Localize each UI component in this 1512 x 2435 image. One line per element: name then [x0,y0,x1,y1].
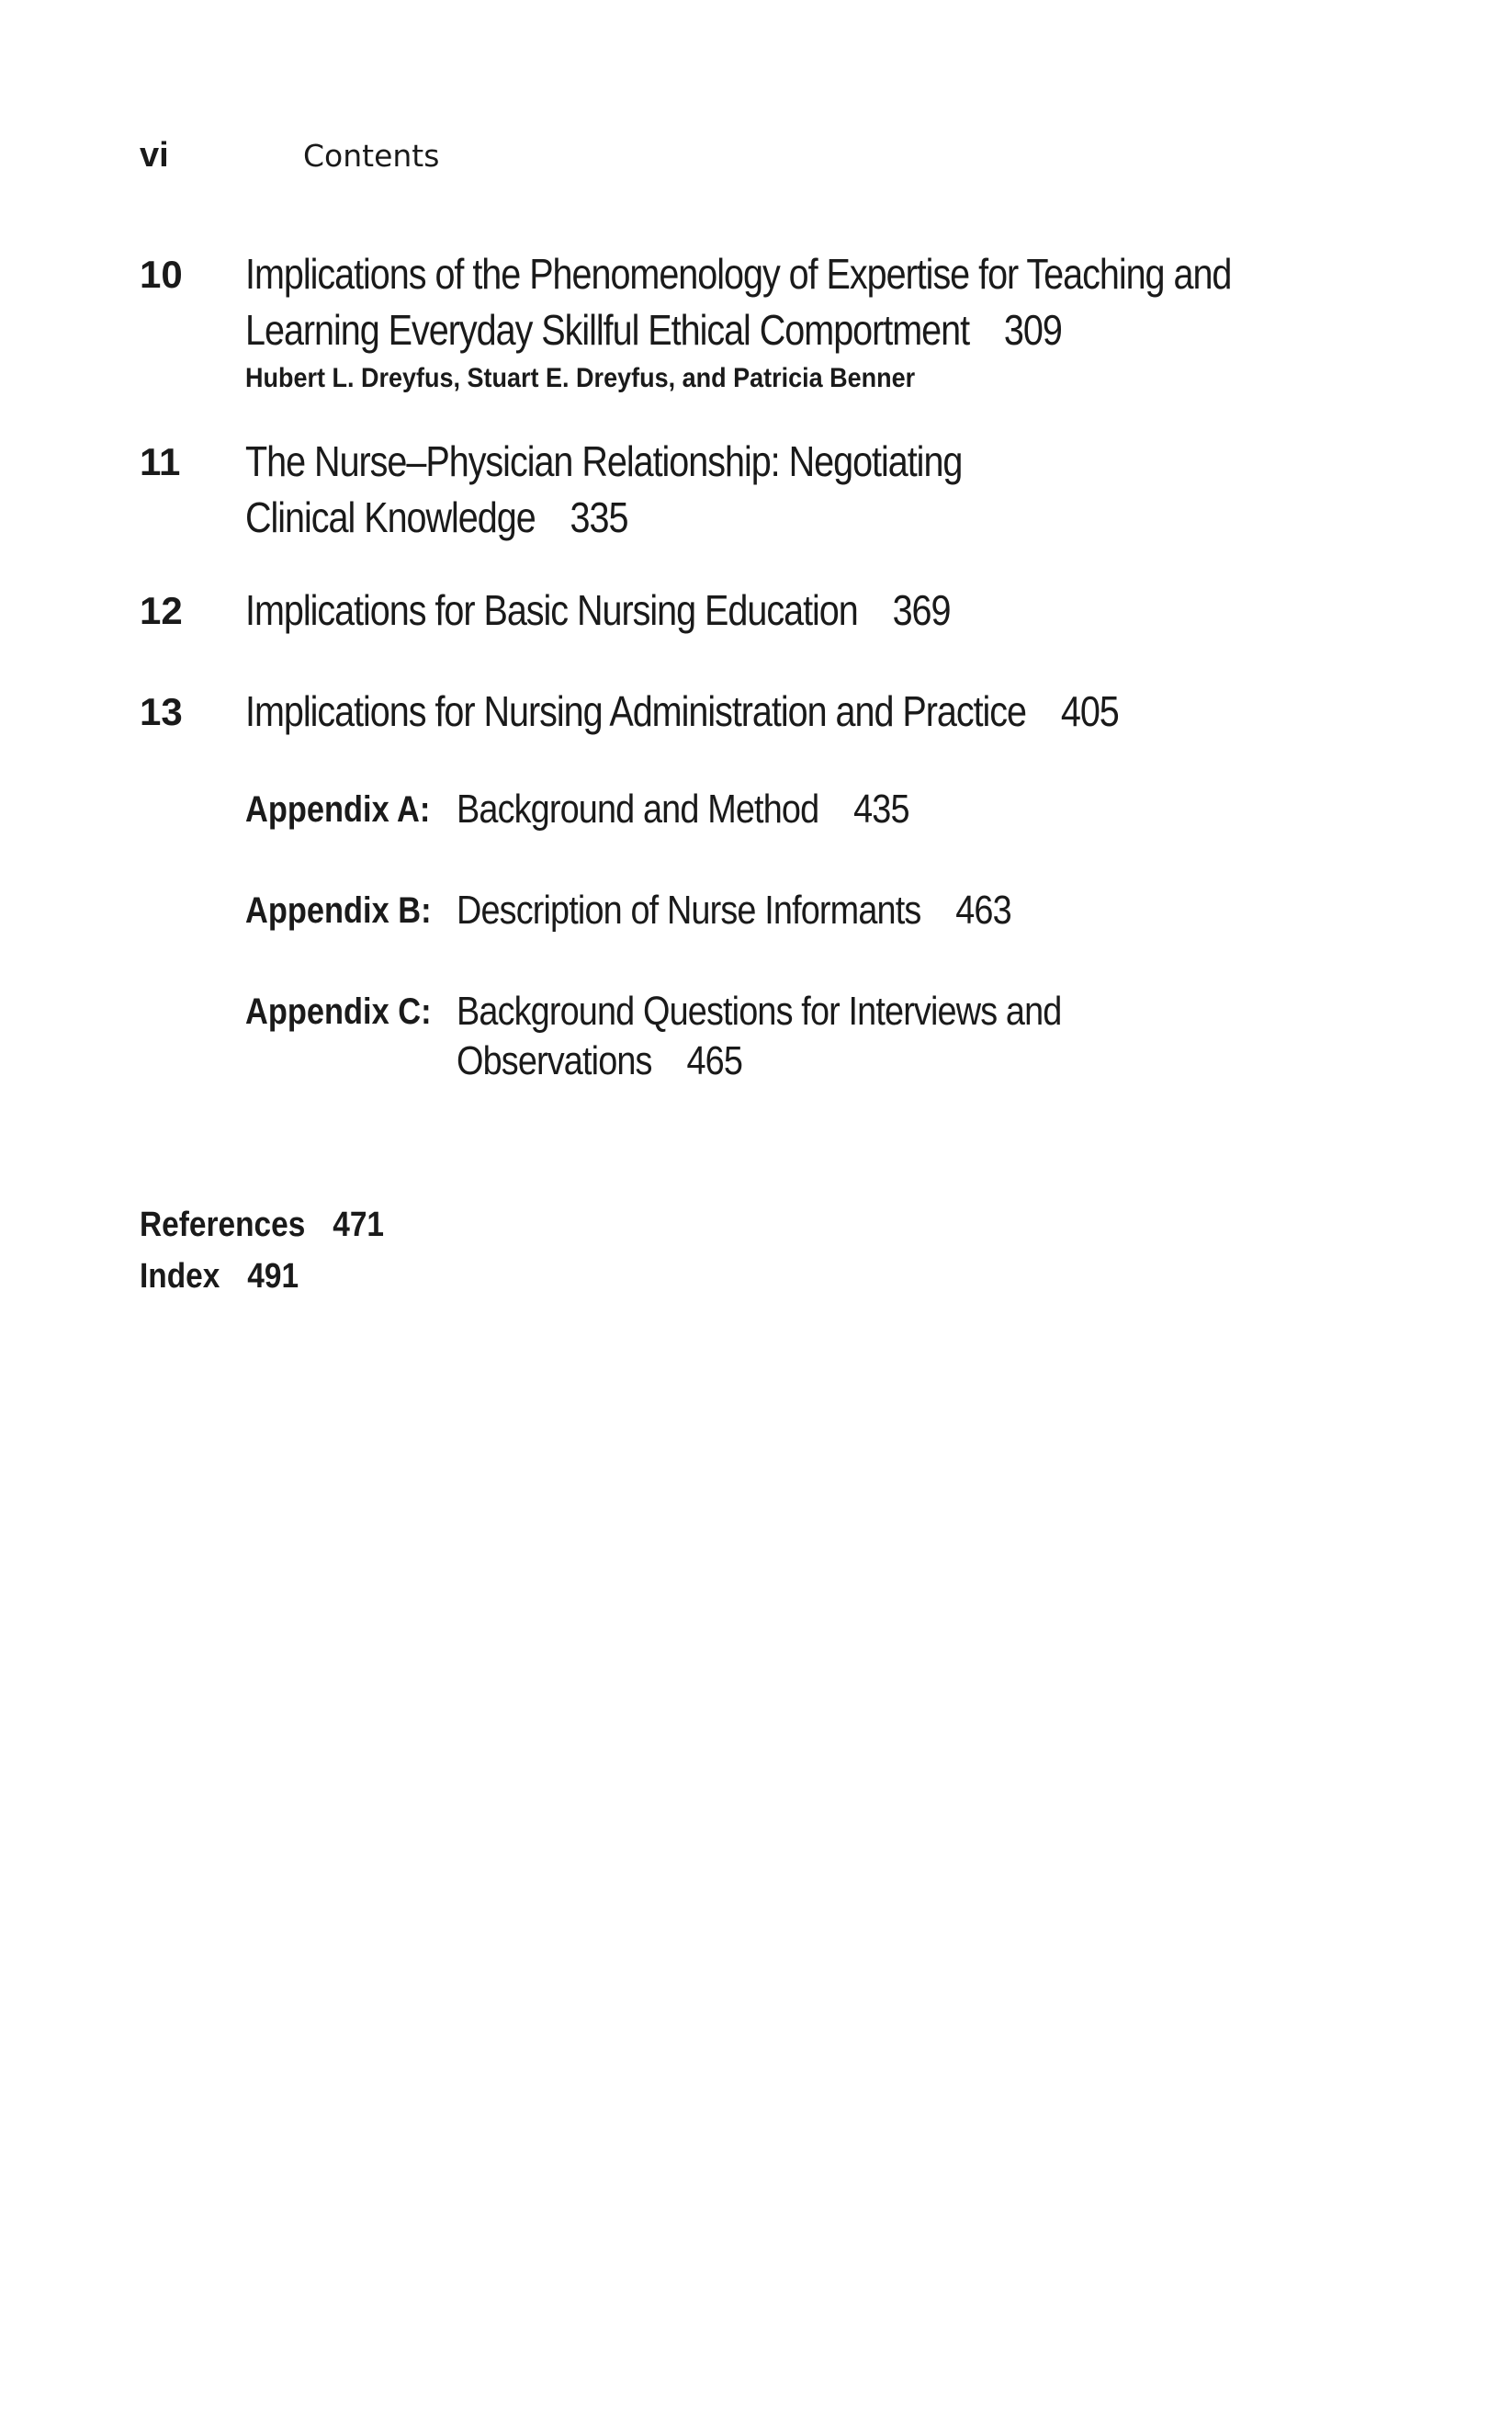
appendix-label: Appendix A: [245,789,431,830]
chapter-title-line [245,583,1260,639]
chapter-page-number: 405 [1060,687,1119,735]
chapter-title-text: Implications for Nursing Administration and Practice [245,687,1027,735]
chapter-number: 12 [140,589,183,632]
chapter-title-line [245,684,1260,740]
chapter-title [245,434,1260,546]
chapter-title-line [245,302,1260,358]
toc-entry-appendix-b[interactable] [245,886,1426,935]
backmatter-page-number: 491 [247,1257,299,1296]
appendix-page-number: 463 [955,888,1011,933]
page-folio: vi [140,136,169,175]
toc-entry-references[interactable] [140,1199,384,1251]
toc-entry-chapter-10[interactable] [140,246,1426,397]
chapter-number: 13 [140,690,183,733]
chapter-title-text: Clinical Knowledge [245,493,536,541]
chapter-body [245,434,1426,546]
toc-entry-index[interactable] [140,1251,384,1302]
page-header [140,136,439,176]
appendix-title-text: Description of Nurse Informants [457,888,921,933]
appendix-title [457,886,1011,935]
chapter-title-text: Learning Everyday Skillful Ethical Comportment [245,306,970,354]
chapter-number: 10 [140,253,183,296]
appendix-title [457,785,909,834]
table-of-contents [140,246,1426,1086]
chapter-title [245,684,1260,740]
toc-entry-appendix-c[interactable] [245,987,1426,1086]
chapter-body [245,246,1426,397]
chapter-title-text: Implications for Basic Nursing Education [245,586,858,634]
chapter-authors: Hubert L. Dreyfus, Stuart E. Dreyfus, and Patricia Benner [245,363,916,393]
chapter-title-line: The Nurse–Physician Relationship: Negotiating [245,437,963,485]
appendix-page-number: 465 [686,1038,743,1083]
backmatter-page-number: 471 [333,1206,385,1244]
backmatter-label: References [140,1206,306,1244]
appendix-title [457,987,1061,1086]
chapter-body [245,684,1426,740]
chapter-title [245,583,1260,639]
appendix-page-number: 435 [853,787,909,832]
toc-entry-appendix-a[interactable] [245,785,1426,834]
chapter-body [245,583,1426,639]
backmatter-label: Index [140,1257,220,1296]
appendix-label: Appendix C: [245,991,432,1032]
appendix-title-text: Observations [457,1038,652,1083]
backmatter-list [140,1199,417,1302]
appendix-title-line [457,785,909,834]
chapter-page-number: 335 [570,493,628,541]
chapter-title-line [245,490,1260,546]
running-head: Contents [303,138,440,174]
toc-entry-chapter-12[interactable] [140,583,1426,640]
toc-entry-chapter-11[interactable] [140,434,1426,546]
appendix-title-line: Background Questions for Interviews and [457,989,1062,1034]
appendix-title-line [457,886,1011,935]
chapter-title-line: Implications of the Phenomenology of Expertise for Teaching and [245,250,1232,298]
appendix-title-line [457,1036,1061,1086]
chapter-number: 11 [140,440,181,483]
chapter-title [245,246,1260,358]
appendix-title-text: Background and Method [457,787,819,832]
chapter-page-number: 309 [1003,306,1062,354]
toc-entry-chapter-13[interactable] [140,684,1426,741]
appendix-label: Appendix B: [245,890,432,931]
chapter-page-number: 369 [892,586,951,634]
